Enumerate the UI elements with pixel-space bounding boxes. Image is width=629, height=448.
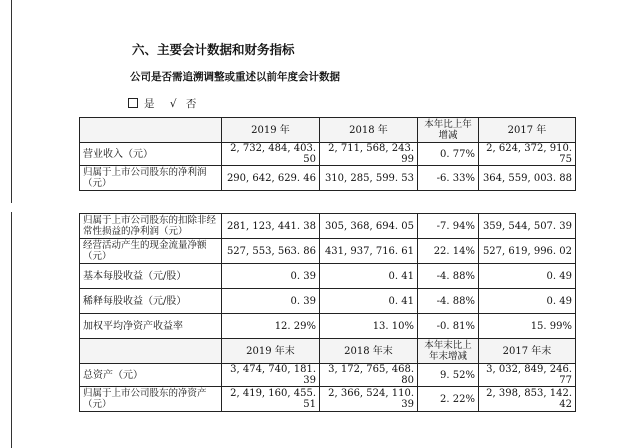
table-row — [80, 387, 576, 412]
row-label: 经营活动产生的现金流量净额（元） — [80, 239, 222, 264]
row-label: 加权平均净资产收益率 — [80, 314, 222, 339]
row-label: 基本每股收益（元/股） — [80, 264, 222, 289]
value-cell: 0. 49 — [479, 264, 576, 289]
value-cell: 431, 937, 716. 61 — [320, 239, 418, 264]
table-row — [80, 214, 576, 239]
header-cell: 2019 年末 — [222, 339, 320, 364]
change-cell: 22. 14% — [418, 239, 479, 264]
row-label: 营业收入（元） — [80, 143, 222, 166]
header-cell — [80, 118, 222, 143]
table-row — [80, 264, 576, 289]
header-cell: 2018 年末 — [320, 339, 418, 364]
value-cell: 364, 559, 003. 88 — [479, 166, 576, 191]
table-row — [80, 143, 576, 166]
table-row — [80, 166, 576, 191]
header-cell: 本年末比上年末增减 — [418, 339, 479, 364]
table-header-row-year-end — [80, 339, 576, 364]
value-cell: 2, 419, 160, 455. 51 — [222, 387, 320, 412]
value-cell: 527, 619, 996. 02 — [479, 239, 576, 264]
section-title: 六、主要会计数据和财务指标 — [132, 42, 295, 57]
table-row — [80, 314, 576, 339]
value-cell: 2, 366, 524, 110. 39 — [320, 387, 418, 412]
value-cell: 3, 032, 849, 246. 77 — [479, 364, 576, 387]
value-cell: 281, 123, 441. 38 — [222, 214, 320, 239]
row-label: 归属于上市公司股东的扣除非经常性损益的净利润（元） — [80, 214, 222, 239]
change-cell: -0. 81% — [418, 314, 479, 339]
header-cell — [80, 339, 222, 364]
value-cell: 13. 10% — [320, 314, 418, 339]
row-label: 稀释每股收益（元/股） — [80, 289, 222, 314]
value-cell: 310, 285, 599. 53 — [320, 166, 418, 191]
yes-option: 是 — [128, 98, 161, 110]
header-cell: 本年比上年增减 — [418, 118, 479, 143]
change-cell: 9. 52% — [418, 364, 479, 387]
change-cell: 2. 22% — [418, 387, 479, 412]
value-cell: 2, 711, 568, 243. 99 — [320, 143, 418, 166]
table-row — [80, 364, 576, 387]
header-cell: 2019 年 — [222, 118, 320, 143]
value-cell: 2, 624, 372, 910. 75 — [479, 143, 576, 166]
value-cell: 0. 41 — [320, 264, 418, 289]
value-cell: 3, 172, 765, 468. 80 — [320, 364, 418, 387]
row-label: 归属于上市公司股东的净资产（元） — [80, 387, 222, 412]
change-cell: 0. 77% — [418, 143, 479, 166]
value-cell: 0. 39 — [222, 289, 320, 314]
value-cell: 0. 39 — [222, 264, 320, 289]
financial-table-part1 — [79, 117, 576, 191]
check-mark-icon: √ — [169, 98, 177, 110]
value-cell: 3, 474, 740, 181. 39 — [222, 364, 320, 387]
change-cell: -7. 94% — [418, 214, 479, 239]
header-cell: 2017 年 — [479, 118, 576, 143]
value-cell: 0. 41 — [320, 289, 418, 314]
checkbox-icon — [128, 98, 138, 108]
page-margin-line-bottom — [11, 212, 12, 448]
value-cell: 305, 368, 694. 05 — [320, 214, 418, 239]
change-cell: -4. 88% — [418, 264, 479, 289]
value-cell: 0. 49 — [479, 289, 576, 314]
restatement-question: 公司是否需追溯调整或重述以前年度会计数据 — [130, 71, 340, 83]
value-cell: 290, 642, 629. 46 — [222, 166, 320, 191]
change-cell: -4. 88% — [418, 289, 479, 314]
table-header-row — [80, 118, 576, 143]
header-cell: 2018 年 — [320, 118, 418, 143]
header-cell: 2017 年末 — [479, 339, 576, 364]
value-cell: 527, 553, 563. 86 — [222, 239, 320, 264]
financial-table-part2 — [79, 213, 576, 412]
value-cell: 2, 732, 484, 403. 50 — [222, 143, 320, 166]
no-option: √ 否 — [169, 98, 197, 110]
table-row — [80, 239, 576, 264]
value-cell: 15. 99% — [479, 314, 576, 339]
value-cell: 2, 398, 853, 142. 42 — [479, 387, 576, 412]
value-cell: 12. 29% — [222, 314, 320, 339]
value-cell: 359, 544, 507. 39 — [479, 214, 576, 239]
page-margin-line-top — [11, 0, 12, 203]
row-label: 总资产（元） — [80, 364, 222, 387]
table-row — [80, 289, 576, 314]
row-label: 归属于上市公司股东的净利润（元） — [80, 166, 222, 191]
restatement-answer — [128, 96, 208, 111]
change-cell: -6. 33% — [418, 166, 479, 191]
